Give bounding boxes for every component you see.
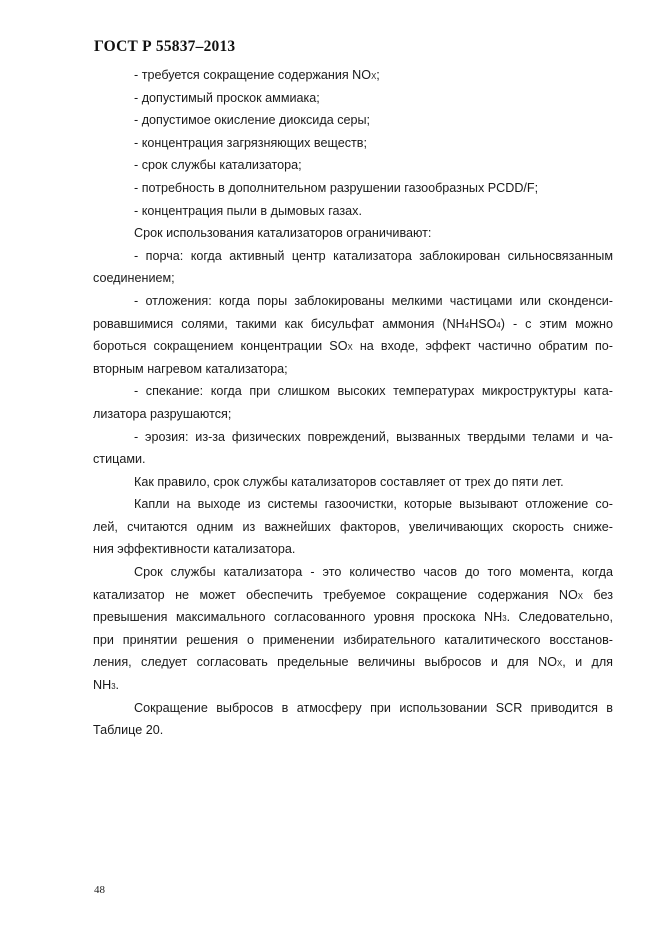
droplets-line-2: лей, считаются одним из важнейших факторов, увеличивающих скорость сниже-: [93, 519, 613, 534]
page-number: 48: [94, 884, 105, 896]
sintering-line-1: - спекание: когда при слишком высоких температурах микроструктуры ката-: [134, 384, 613, 399]
reduction-line-1: Сокращение выбросов в атмосферу при использовании SCR приводится в: [134, 700, 613, 715]
list-item-catalyst-life: - срок службы катализатора;: [134, 158, 302, 173]
lifetime-paragraph: Как правило, срок службы катализаторов составляет от трех до пяти лет.: [134, 474, 564, 489]
list-item-pcdd: - потребность в дополнительном разрушении газообразных PCDD/F;: [134, 180, 539, 195]
service-life-line-5: ления, следует согласовать предельные величины выбросов и для NOX, и для: [93, 655, 613, 670]
deposits-line-4: вторным нагревом катализатора;: [93, 361, 288, 376]
list-item-pollutants: - концентрация загрязняющих веществ;: [134, 135, 367, 150]
erosion-line-1: - эрозия: из-за физических повреждений, вызванных твердыми телами и ча-: [134, 429, 613, 444]
service-life-line-2: катализатор не может обеспечить требуемое сокращение содержания NOX без: [93, 587, 613, 602]
service-life-line-6: NH3.: [93, 678, 120, 693]
poisoning-line-1: - порча: когда активный центр катализатора заблокирован сильносвязанным: [134, 248, 613, 263]
sintering-line-2: лизатора разрушаются;: [93, 406, 232, 421]
droplets-line-3: ния эффективности катализатора.: [93, 542, 296, 557]
deposits-line-1: - отложения: когда поры заблокированы мелкими частицами или сконденси-: [134, 293, 613, 308]
body-text: [93, 64, 613, 742]
poisoning-line-2: соединением;: [93, 271, 175, 286]
service-life-line-1: Срок службы катализатора - это количество часов до того момента, когда: [134, 565, 613, 580]
reduction-line-2: Таблице 20.: [93, 723, 164, 738]
standard-header: ГОСТ Р 55837–2013: [94, 38, 236, 55]
list-item-nox: - требуется сокращение содержания NOX;: [134, 68, 380, 82]
deposits-line-2: ровавшимися солями, такими как бисульфат аммония (NH4HSO4) - с этим можно: [93, 316, 613, 331]
list-item-ammonia-slip: - допустимый проскок аммиака;: [134, 90, 320, 105]
list-item-dust: - концентрация пыли в дымовых газах.: [134, 203, 362, 218]
service-life-line-4: при принятии решения о применении избирательного каталитического восстанов-: [93, 632, 613, 647]
erosion-line-2: стицами.: [93, 452, 146, 467]
service-life-line-3: превышения максимального согласованного уровня проскока NH3. Следовательно,: [93, 610, 613, 625]
droplets-line-1: Капли на выходе из системы газоочистки, которые вызывают отложение со-: [134, 497, 613, 512]
list-item-so2-oxidation: - допустимое окисление диоксида серы;: [134, 113, 371, 128]
limits-intro: Срок использования катализаторов ограничивают:: [134, 226, 432, 241]
deposits-line-3: бороться сокращением концентрации SOX на входе, эффект частично обратим по-: [93, 339, 613, 354]
